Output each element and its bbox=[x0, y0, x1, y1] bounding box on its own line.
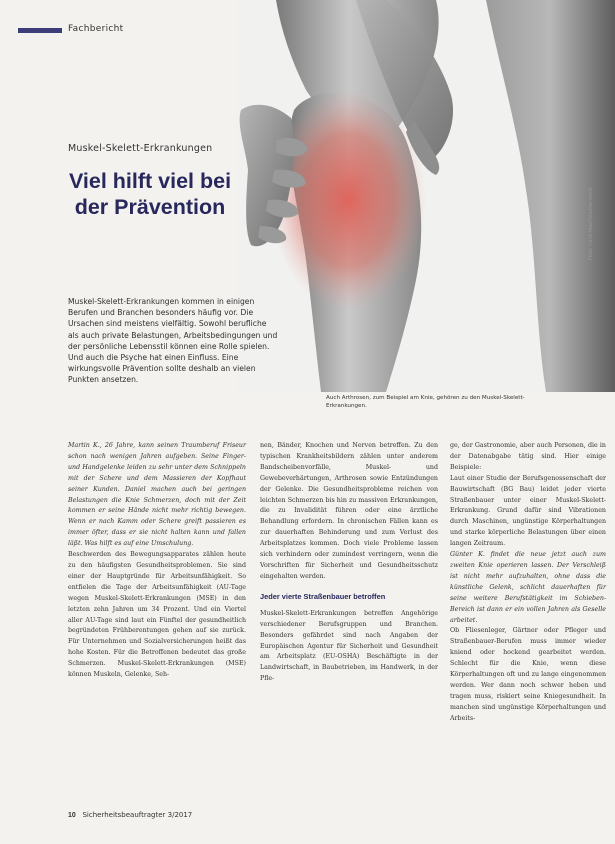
section-marker-bar bbox=[18, 28, 62, 33]
knee-illustration bbox=[236, 0, 615, 392]
body-paragraph: Muskel-Skelett-Erkrankungen betreffen Angehörige verschiedener Berufsgruppen und Branchen. Besonders gefährdet sind nach Angaben der Europäischen Agentur für Sicherheit und Gesundheit am Arbeitsplatz (EU-OSHA) Beschäftigte in der Landwirtschaft, in Baubetrieben, im Handwerk, in der Pfle- bbox=[260, 609, 438, 683]
knee-photo bbox=[236, 0, 615, 392]
intro-anecdote: Martin K., 26 Jahre, kann seinen Traumberuf Friseur schon nach wenigen Jahren aufgeben. Seine Finger- und Handgelenke leiden zu sehr unter dem Schnippeln mit der Schere und dem Massieren der Kopfhaut seiner Kunden. Daniel machen auch bei geringen Belastungen die Knie Schmerzen, doch mit der Zeit kommen er seine Hände nicht mehr richtig bewegen. Wenn er nach Kamm oder Schere greift passieren es immer öfter, dass er sie nicht halten kann und fallen läßt. Was hilft es auf eine Umschulung. bbox=[68, 442, 246, 548]
section-subhead: Jeder vierte Straßenbauer betroffen bbox=[260, 591, 386, 601]
photo-credit: Foto: Cord Hopf/Shutterstock bbox=[588, 187, 594, 260]
article-title: Viel hilft viel bei der Prävention bbox=[68, 169, 232, 219]
body-paragraph: nen, Bänder, Knochen und Nerven betreffen. Zu den typischen Krankheitsbildern zählen unter anderem Bandscheibenvorfälle, Muskel- und Gewebeverhärtungen, Arthrosen sowie Entzündungen der Gelenke. Die Gesundheitsprobleme reichen von leichten Schmerzen bis hin zu massiven Erkrankungen, die zu Invalidität führen oder eine ärztliche Behandlung erfordern. In chronischen Fällen kann es zur dauerhaften Behinderung und zum Verlust des Arbeitsplatzes kommen. Doch viele Probleme lassen sich verhindern oder zumindest verringern, wenn die Vorschriften für Sicherheit und Gesundheitsschutz eingehalten werden. bbox=[260, 442, 438, 580]
body-paragraph: Laut einer Studie der Berufsgenossenschaft der Bauwirtschaft (BG Bau) leidet jeder vierte Straßenbauer unter einer Muskel-Skelett-Erkrankung. Grund dafür sind Vibrationen durch Maschinen, ungünstige Körperhaltungen und starke körperliche Belastungen über einen langen Zeitraum. bbox=[450, 474, 606, 548]
page-footer bbox=[68, 811, 192, 819]
text-column-2 bbox=[260, 441, 438, 685]
publication-name: Sicherheitsbeauftragter 3/2017 bbox=[82, 811, 193, 819]
text-column-1 bbox=[68, 441, 246, 681]
body-paragraph: Beschwerden des Bewegungsapparates zählen heute zu den häufigsten Gesundheitsproblemen. Sie sind einer der Hauptgründe für Arbeitsunfähigkeit. So entfielen die Tage der Arbeitsunfähigkeit (AU-Tage wegen Muskel-Skelett-Erkrankungen (MSE) in den letzten zehn Jahren um 34 Prozent. Und ein Viertel aller AU-Tage sind laut ein Fünftel der gesundheitlich begründeten Frühberentungen gehen auf sie zurück. Für Unternehmen und Sozialversicherungen heißt das hohe Kosten. Für die Betroffenen bedeutet das große Schmerzen. Muskel-Skelett-Erkrankungen (MSE) können Muskeln, Gelenke, Seh- bbox=[68, 551, 246, 679]
text-column-3 bbox=[450, 441, 606, 725]
article-lead: Muskel-Skelett-Erkrankungen kommen in einigen Berufen und Branchen besonders häufig vor. Die Ursachen sind meistens vielfältig. Sowohl berufliche als auch private Belastungen, Arbeitsbedingungen und der persönliche Lebensstil können eine Rolle spielen. Und auch die Psyche hat einen Einfluss. Eine wirkungsvolle Prävention sollte deshalb an vielen Punkten ansetzen. bbox=[68, 297, 278, 385]
article-kicker: Muskel-Skelett-Erkrankungen bbox=[68, 143, 213, 154]
photo-caption: Auch Arthrosen, zum Beispiel am Knie, gehören zu den Muskel-Skelett-Erkrankungen. bbox=[326, 395, 525, 409]
case-anecdote: Günter K. findet die neue jetzt auch zum zweiten Knie operieren lassen. Der Verschleiß ist nicht mehr aufzuhalten, ohne dass die künstliche Gelenk, schlicht dauerhaften für seine weitere Berufstätigkeit im Schieben-Bereich ist dann er ein vollen Jahren als Geselle arbeitet. bbox=[450, 551, 606, 624]
body-paragraph: ge, der Gastronomie, aber auch Personen, die in der Datenabgabe tätig sind. Hier einige Beispiele: bbox=[450, 442, 606, 471]
body-paragraph: Ob Fliesenleger, Gärtner oder Pfleger und Straßenbauer-Berufen muss immer wieder kniend oder hockend gearbeitet werden. Schlecht für die Knie, wenn diese Körperhaltungen oft und zu lange eingenommen werden. Wer dann noch schwer heben und tragen muss, riskiert seine Kniegesundheit. In manchen sind ungünstige Körperhaltungen und Arbeits- bbox=[450, 627, 606, 722]
section-label: Fachbericht bbox=[68, 24, 124, 34]
page-number: 10 bbox=[68, 812, 76, 819]
